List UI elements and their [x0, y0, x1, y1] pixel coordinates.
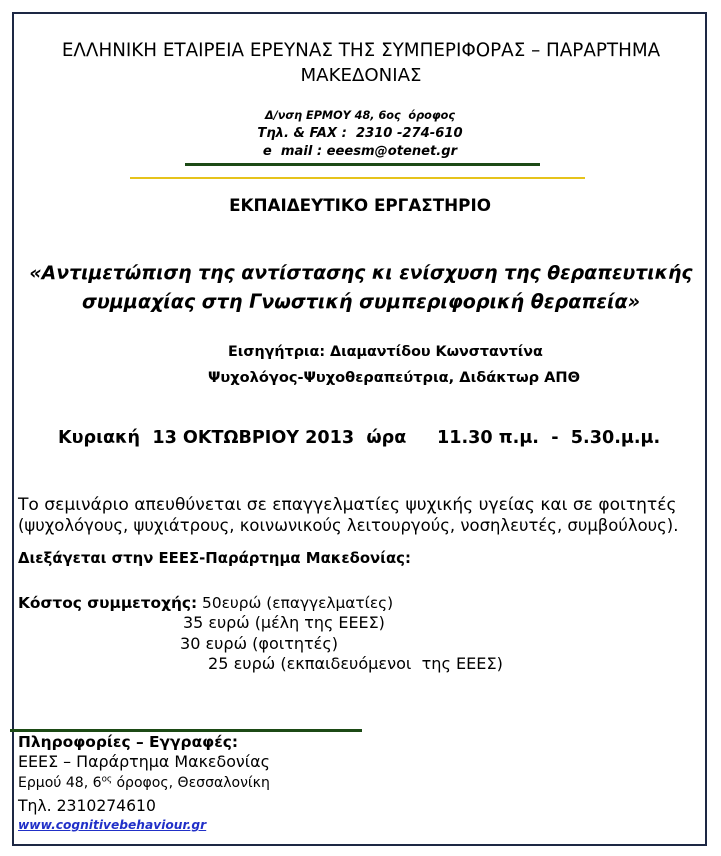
contact-heading: Πληροφορίες – Εγγραφές:	[18, 733, 239, 751]
venue: Διεξάγεται στην ΕΕΕΣ-Παράρτημα Μακεδονίας:	[18, 549, 411, 567]
org-name-line1: ΕΛΛΗΝΙΚΗ ΕΤΑΙΡΕΙΑ ΕΡΕΥΝΑΣ ΤΗΣ ΣΥΜΠΕΡΙΦΟΡΑΣ – ΠΑΡΑΡΤΗΜΑ	[61, 40, 661, 61]
cost-trainees: 25 ευρώ (εκπαιδευόμενοι της ΕΕΕΣ)	[208, 654, 503, 673]
speaker-credentials: Ψυχολόγος-Ψυχοθεραπεύτρια, Διδάκτωρ ΑΠΘ	[208, 369, 581, 386]
cost-members: 35 ευρώ (μέλη της ΕΕΕΣ)	[183, 613, 385, 632]
cost-label: Κόστος συμμετοχής:	[18, 594, 198, 612]
contact-address	[18, 773, 270, 793]
event-title-line1: «Αντιμετώπιση της αντίστασης κι ενίσχυση της θεραπευτικής	[29, 263, 693, 284]
header-phone-fax: Τηλ. & FAX : 2310 -274-610	[257, 126, 463, 141]
contact-address-street: Ερμού 48, 6	[18, 775, 102, 791]
contact-address-city: όροφος, Θεσσαλονίκη	[112, 775, 270, 791]
website-link[interactable]: www.cognitivebehaviour.gr	[18, 818, 207, 832]
floor-ordinal-suffix: ος	[101, 774, 113, 785]
event-title-line2: συμμαχίας στη Γνωστική συμπεριφορική θεραπεία»	[81, 290, 641, 313]
cost-line	[18, 593, 393, 613]
header-address: Δ/νση ΕΡΜΟΥ 48, 6ος όροφος	[264, 109, 456, 122]
event-type: ΕΚΠΑΙΔΕΥΤΙΚΟ ΕΡΓΑΣΤΗΡΙΟ	[229, 195, 491, 215]
audience-line2: (ψυχολόγους, ψυχιάτρους, κοινωνικούς λειτουργούς, νοσηλευτές, συμβούλους).	[18, 516, 679, 535]
org-name-line2: ΜΑΚΕΔΟΝΙΑΣ	[300, 65, 422, 86]
cost-professionals: 50ευρώ (επαγγελματίες)	[202, 594, 394, 612]
header-rule-green	[185, 163, 540, 166]
header-email: e mail : eeesm@otenet.gr	[262, 144, 458, 159]
audience-line1: Το σεμινάριο απευθύνεται σε επαγγελματίες ψυχικής υγείας και σε φοιτητές	[18, 495, 677, 515]
contact-phone: Τηλ. 2310274610	[18, 797, 156, 815]
header-rule-gold	[130, 177, 585, 179]
event-datetime: Κυριακή 13 ΟΚΤΩΒΡΙΟΥ 2013 ώρα 11.30 π.μ. - 5.30.μ.μ.	[58, 428, 661, 448]
contact-org: ΕΕΕΣ – Παράρτημα Μακεδονίας	[18, 752, 270, 771]
cost-students: 30 ευρώ (φοιτητές)	[180, 634, 338, 653]
speaker-name: Εισηγήτρια: Διαμαντίδου Κωνσταντίνα	[228, 344, 543, 360]
